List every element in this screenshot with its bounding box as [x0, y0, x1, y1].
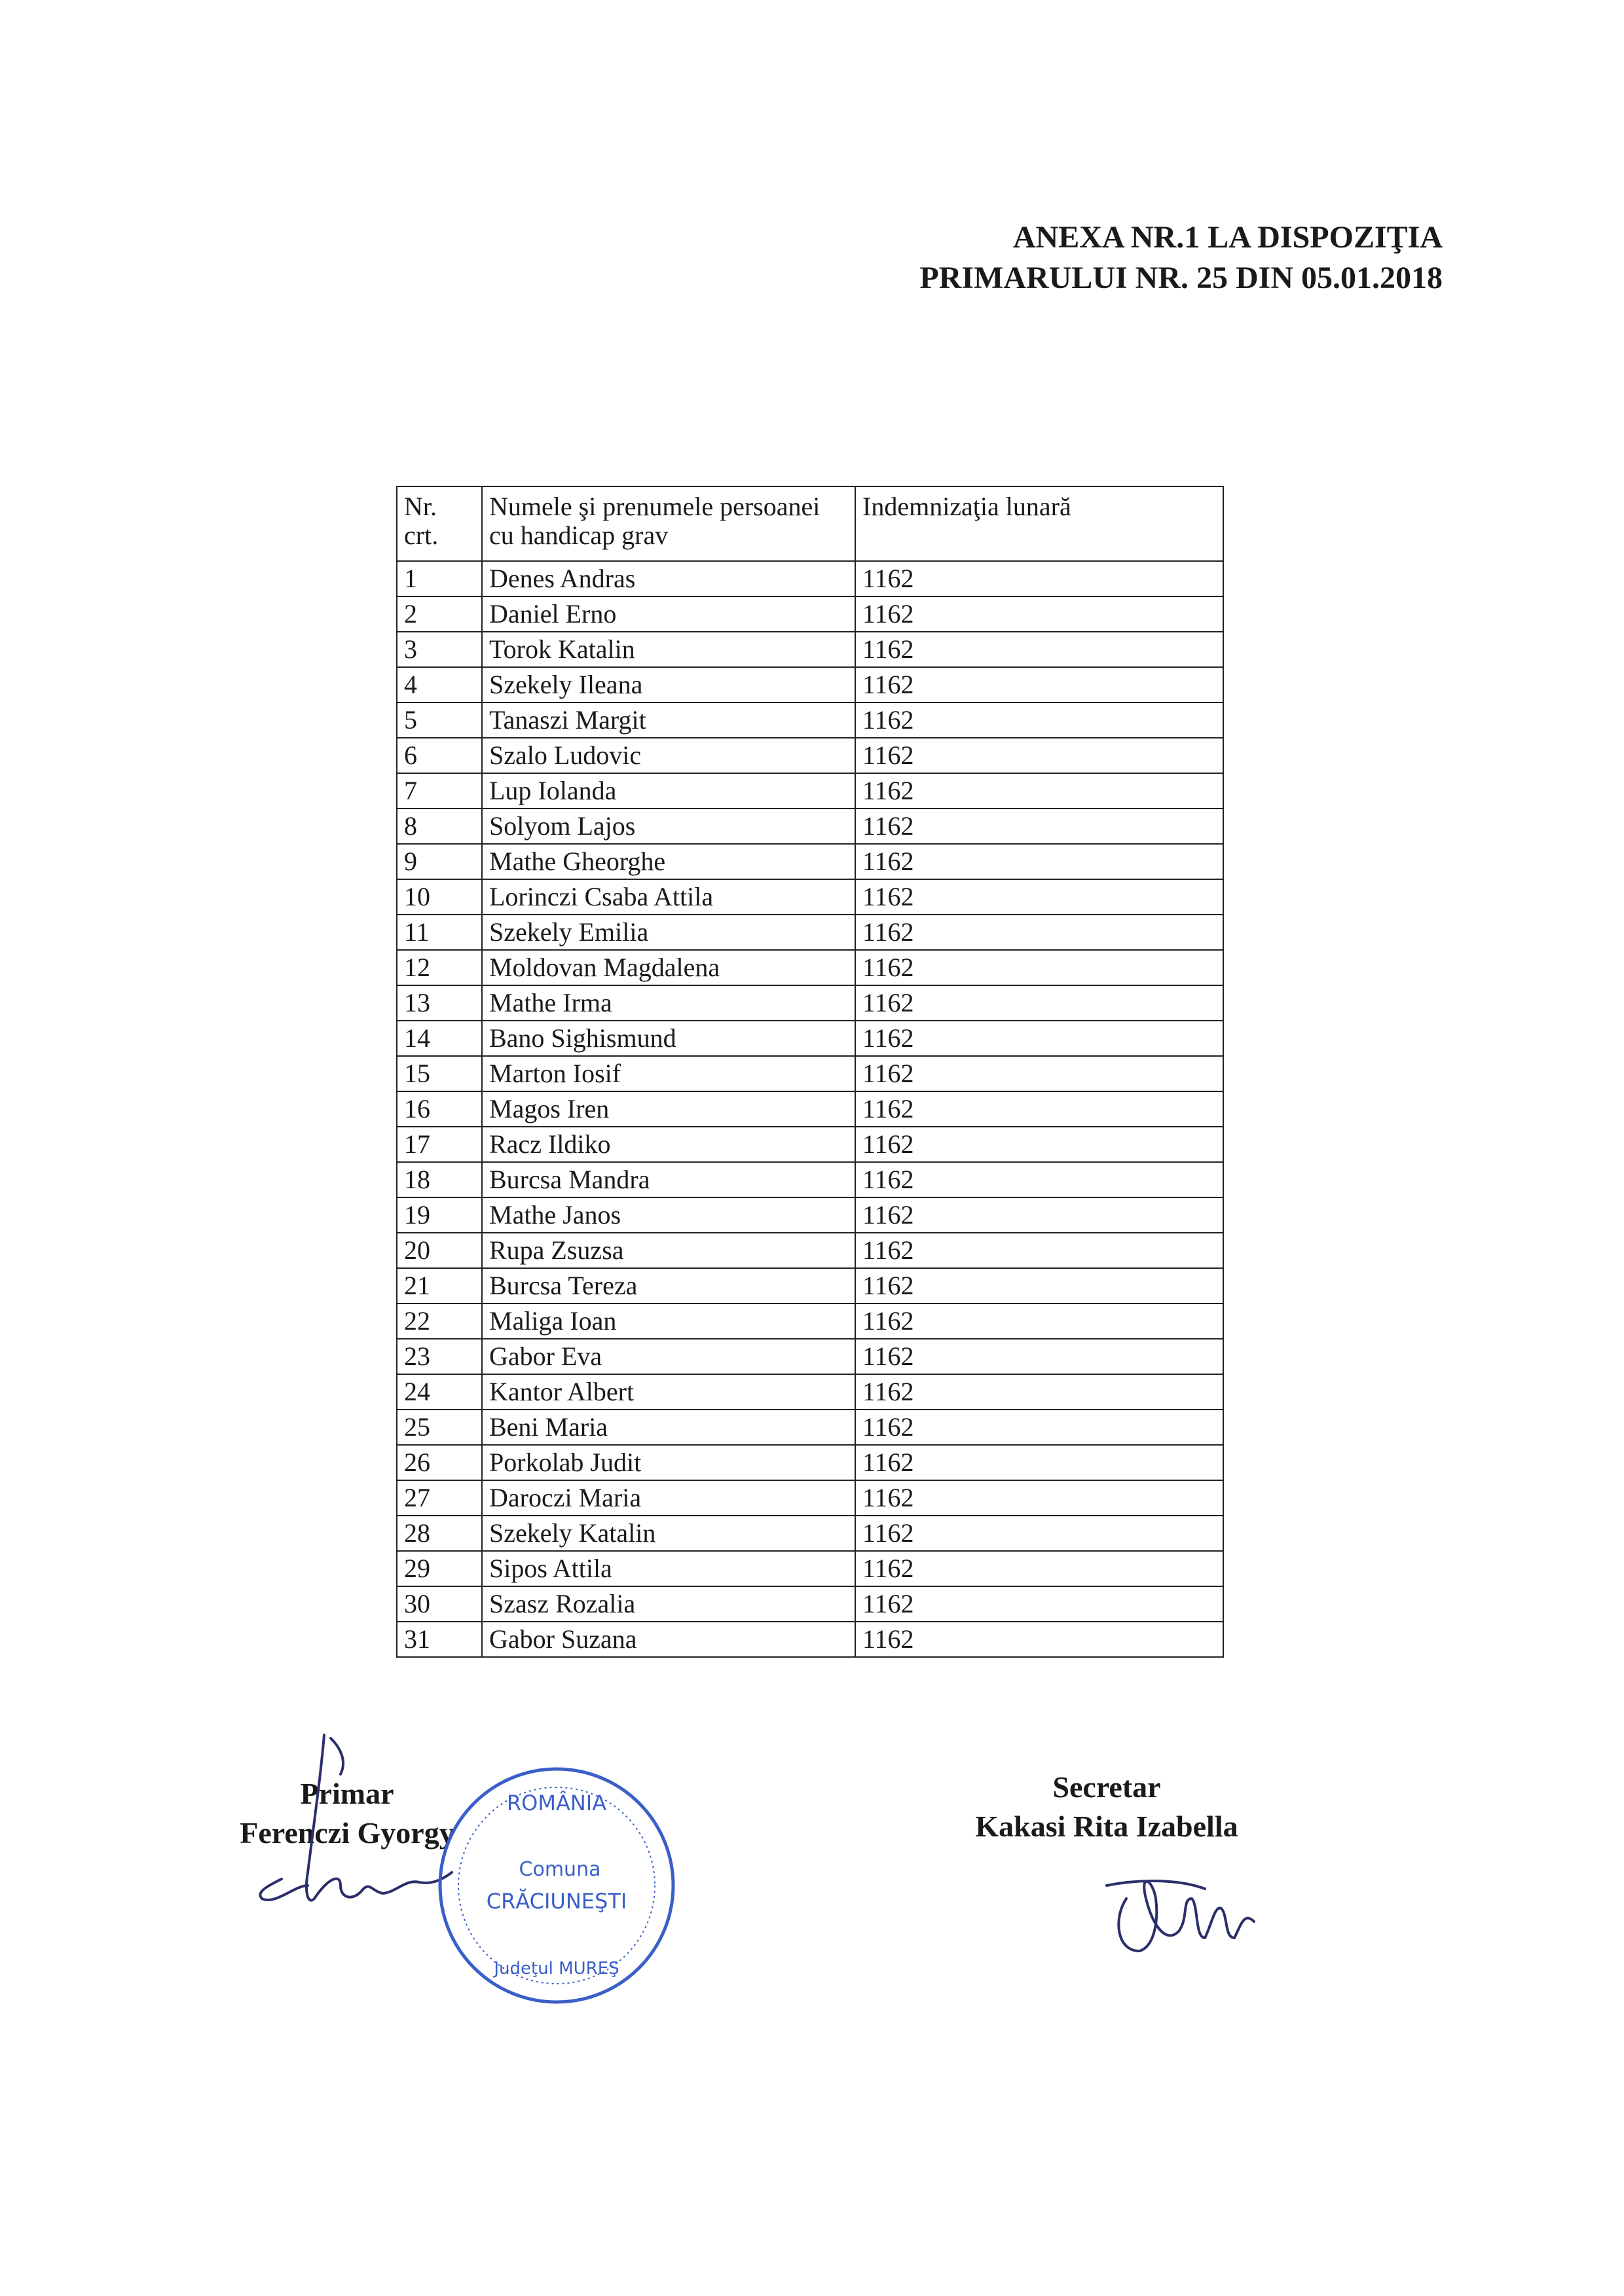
table-row: [397, 915, 1223, 950]
cell-nr: 28: [397, 1516, 482, 1551]
cell-name: Tanaszi Margit: [482, 702, 855, 738]
cell-amount: 1162: [855, 1197, 1223, 1233]
cell-name: Mathe Gheorghe: [482, 844, 855, 879]
cell-amount: 1162: [855, 1445, 1223, 1480]
beneficiaries-table: [396, 486, 1224, 1658]
stamp-county: Judeţul MUREŞ: [494, 1959, 619, 1978]
cell-name: Porkolab Judit: [482, 1445, 855, 1480]
document-title: [919, 217, 1443, 299]
stamp-country: ROMÂNIA: [506, 1791, 607, 1815]
cell-name: Denes Andras: [482, 561, 855, 596]
cell-amount: 1162: [855, 1410, 1223, 1445]
title-line-1: ANEXA NR.1 LA DISPOZIŢIA: [1012, 220, 1443, 255]
table-row: [397, 985, 1223, 1021]
cell-nr: 17: [397, 1127, 482, 1162]
table-row: [397, 1551, 1223, 1586]
table-row: [397, 1197, 1223, 1233]
table-row: [397, 702, 1223, 738]
cell-name: Szalo Ludovic: [482, 738, 855, 773]
cell-nr: 10: [397, 879, 482, 915]
cell-amount: 1162: [855, 879, 1223, 915]
cell-nr: 29: [397, 1551, 482, 1586]
cell-amount: 1162: [855, 738, 1223, 773]
cell-name: Solyom Lajos: [482, 809, 855, 844]
cell-amount: 1162: [855, 596, 1223, 632]
table-row: [397, 809, 1223, 844]
table-row: [397, 632, 1223, 667]
header-nr: Nr. crt.: [397, 486, 482, 561]
cell-nr: 12: [397, 950, 482, 985]
cell-name: Mathe Janos: [482, 1197, 855, 1233]
table-row: [397, 1162, 1223, 1197]
cell-name: Gabor Eva: [482, 1339, 855, 1374]
cell-amount: 1162: [855, 844, 1223, 879]
cell-amount: 1162: [855, 561, 1223, 596]
cell-name: Mathe Irma: [482, 985, 855, 1021]
cell-nr: 21: [397, 1268, 482, 1303]
header-name: Numele şi prenumele persoanei cu handicap grav: [482, 486, 855, 561]
cell-name: Lup Iolanda: [482, 773, 855, 809]
cell-nr: 2: [397, 596, 482, 632]
cell-nr: 8: [397, 809, 482, 844]
table-row: [397, 1445, 1223, 1480]
table-row: [397, 1622, 1223, 1657]
cell-name: Szekely Emilia: [482, 915, 855, 950]
cell-amount: 1162: [855, 1021, 1223, 1056]
cell-amount: 1162: [855, 1056, 1223, 1091]
table-row: [397, 1056, 1223, 1091]
cell-amount: 1162: [855, 632, 1223, 667]
table-row: [397, 1303, 1223, 1339]
cell-nr: 23: [397, 1339, 482, 1374]
cell-name: Marton Iosif: [482, 1056, 855, 1091]
cell-name: Kantor Albert: [482, 1374, 855, 1410]
table-row: [397, 1339, 1223, 1374]
cell-amount: 1162: [855, 702, 1223, 738]
cell-amount: 1162: [855, 1303, 1223, 1339]
cell-amount: 1162: [855, 1622, 1223, 1657]
cell-nr: 31: [397, 1622, 482, 1657]
cell-nr: 15: [397, 1056, 482, 1091]
cell-nr: 6: [397, 738, 482, 773]
cell-nr: 19: [397, 1197, 482, 1233]
cell-amount: 1162: [855, 1162, 1223, 1197]
table-row: [397, 1516, 1223, 1551]
cell-name: Bano Sighismund: [482, 1021, 855, 1056]
cell-nr: 7: [397, 773, 482, 809]
stamp-commune-name: CRĂCIUNEŞTI: [486, 1889, 627, 1914]
cell-amount: 1162: [855, 1268, 1223, 1303]
cell-nr: 20: [397, 1233, 482, 1268]
cell-nr: 16: [397, 1091, 482, 1127]
cell-name: Daniel Erno: [482, 596, 855, 632]
cell-amount: 1162: [855, 667, 1223, 702]
table-row: [397, 1586, 1223, 1622]
secretary-role: Secretar: [1052, 1770, 1161, 1804]
cell-name: Sipos Attila: [482, 1551, 855, 1586]
cell-nr: 14: [397, 1021, 482, 1056]
cell-name: Beni Maria: [482, 1410, 855, 1445]
cell-name: Lorinczi Csaba Attila: [482, 879, 855, 915]
table-row: [397, 879, 1223, 915]
cell-amount: 1162: [855, 1127, 1223, 1162]
table-row: [397, 561, 1223, 596]
cell-amount: 1162: [855, 809, 1223, 844]
cell-name: Burcsa Tereza: [482, 1268, 855, 1303]
stamp-commune-label: Comuna: [519, 1858, 601, 1881]
cell-amount: 1162: [855, 915, 1223, 950]
cell-name: Rupa Zsuzsa: [482, 1233, 855, 1268]
cell-amount: 1162: [855, 1233, 1223, 1268]
cell-amount: 1162: [855, 773, 1223, 809]
cell-amount: 1162: [855, 1091, 1223, 1127]
table-header-row: [397, 486, 1223, 561]
cell-name: Szekely Ileana: [482, 667, 855, 702]
cell-name: Moldovan Magdalena: [482, 950, 855, 985]
cell-name: Szasz Rozalia: [482, 1586, 855, 1622]
cell-nr: 30: [397, 1586, 482, 1622]
table-row: [397, 738, 1223, 773]
cell-nr: 11: [397, 915, 482, 950]
table-row: [397, 1268, 1223, 1303]
table-row: [397, 1374, 1223, 1410]
official-stamp-icon: [426, 1755, 688, 2016]
cell-name: Gabor Suzana: [482, 1622, 855, 1657]
header-amount: Indemnizaţia lunară: [855, 486, 1223, 561]
cell-nr: 22: [397, 1303, 482, 1339]
cell-nr: 25: [397, 1410, 482, 1445]
cell-amount: 1162: [855, 1374, 1223, 1410]
table-row: [397, 667, 1223, 702]
cell-name: Maliga Ioan: [482, 1303, 855, 1339]
table-row: [397, 950, 1223, 985]
cell-amount: 1162: [855, 1480, 1223, 1516]
title-line-2: PRIMARULUI NR. 25 DIN 05.01.2018: [919, 261, 1443, 295]
mayor-name: Ferenczi Gyorgy: [240, 1816, 454, 1850]
cell-nr: 27: [397, 1480, 482, 1516]
cell-nr: 18: [397, 1162, 482, 1197]
table-row: [397, 1091, 1223, 1127]
cell-amount: 1162: [855, 1551, 1223, 1586]
cell-nr: 13: [397, 985, 482, 1021]
secretary-signature-icon: [1100, 1859, 1270, 1971]
cell-amount: 1162: [855, 985, 1223, 1021]
cell-amount: 1162: [855, 1516, 1223, 1551]
table-row: [397, 1233, 1223, 1268]
cell-nr: 9: [397, 844, 482, 879]
cell-nr: 3: [397, 632, 482, 667]
cell-name: Racz Ildiko: [482, 1127, 855, 1162]
cell-name: Torok Katalin: [482, 632, 855, 667]
secretary-signature-block: [936, 1768, 1277, 1846]
cell-name: Magos Iren: [482, 1091, 855, 1127]
table-row: [397, 844, 1223, 879]
cell-name: Szekely Katalin: [482, 1516, 855, 1551]
cell-name: Daroczi Maria: [482, 1480, 855, 1516]
secretary-name: Kakasi Rita Izabella: [975, 1810, 1238, 1843]
cell-nr: 5: [397, 702, 482, 738]
cell-amount: 1162: [855, 1339, 1223, 1374]
table-row: [397, 1127, 1223, 1162]
table-row: [397, 1480, 1223, 1516]
table-row: [397, 1021, 1223, 1056]
cell-amount: 1162: [855, 1586, 1223, 1622]
cell-name: Burcsa Mandra: [482, 1162, 855, 1197]
table-row: [397, 773, 1223, 809]
cell-nr: 24: [397, 1374, 482, 1410]
table-row: [397, 596, 1223, 632]
mayor-role: Primar: [300, 1777, 394, 1810]
cell-nr: 26: [397, 1445, 482, 1480]
table-row: [397, 1410, 1223, 1445]
cell-amount: 1162: [855, 950, 1223, 985]
cell-nr: 4: [397, 667, 482, 702]
cell-nr: 1: [397, 561, 482, 596]
